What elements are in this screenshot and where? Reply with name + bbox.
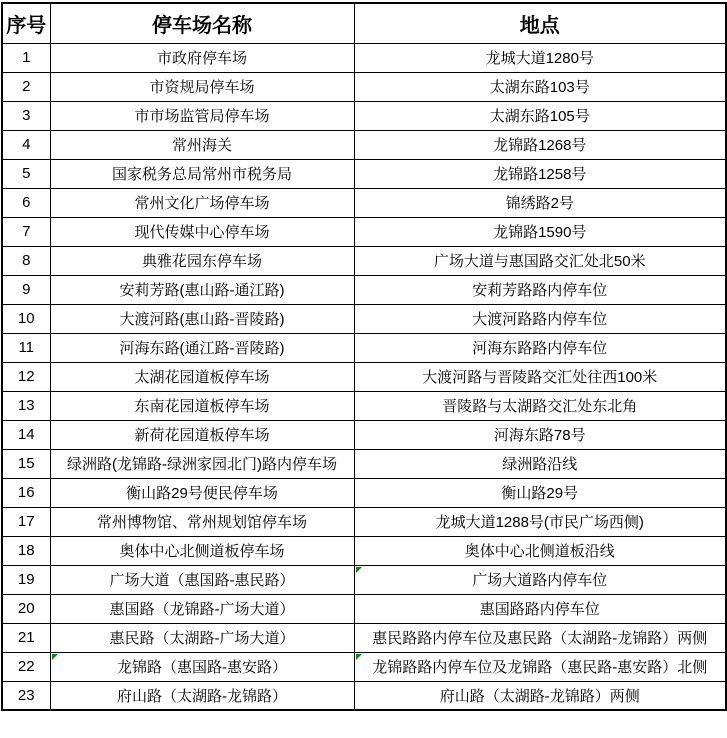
cell-parking-lot-name: 河海东路(通江路-晋陵路) (50, 333, 354, 362)
table-row (2, 681, 726, 710)
cell-corner-marker-icon (52, 654, 58, 660)
table-row (2, 43, 726, 72)
cell-serial-number: 19 (2, 565, 50, 594)
table-row (2, 652, 726, 681)
cell-serial-number: 22 (2, 652, 50, 681)
cell-location: 安莉芳路路内停车位 (354, 275, 726, 304)
cell-serial-number: 23 (2, 681, 50, 710)
table-row (2, 101, 726, 130)
cell-location: 河海东路路内停车位 (354, 333, 726, 362)
cell-corner-marker-icon (356, 654, 362, 660)
cell-location: 大渡河路与晋陵路交汇处往西100米 (354, 362, 726, 391)
cell-serial-number: 14 (2, 420, 50, 449)
cell-serial-number: 12 (2, 362, 50, 391)
cell-location: 广场大道与惠国路交汇处北50米 (354, 246, 726, 275)
table-row (2, 275, 726, 304)
table-row (2, 217, 726, 246)
cell-corner-marker-icon (356, 567, 362, 573)
table-row (2, 420, 726, 449)
cell-parking-lot-name: 大渡河路(惠山路-晋陵路) (50, 304, 354, 333)
cell-serial-number: 1 (2, 43, 50, 72)
cell-serial-number: 7 (2, 217, 50, 246)
cell-serial-number: 5 (2, 159, 50, 188)
table-row (2, 478, 726, 507)
table-row (2, 333, 726, 362)
cell-serial-number: 3 (2, 101, 50, 130)
cell-location: 大渡河路路内停车位 (354, 304, 726, 333)
table-row (2, 362, 726, 391)
cell-parking-lot-name: 太湖花园道板停车场 (50, 362, 354, 391)
table-row (2, 246, 726, 275)
table-body (2, 43, 726, 710)
cell-serial-number: 21 (2, 623, 50, 652)
header-parking-lot-name: 停车场名称 (50, 3, 354, 43)
cell-parking-lot-name: 常州文化广场停车场 (50, 188, 354, 217)
cell-parking-lot-name: 绿洲路(龙锦路-绿洲家园北门)路内停车场 (50, 449, 354, 478)
cell-parking-lot-name: 典雅花园东停车场 (50, 246, 354, 275)
cell-location: 奥体中心北侧道板沿线 (354, 536, 726, 565)
cell-parking-lot-name: 新荷花园道板停车场 (50, 420, 354, 449)
header-row (2, 3, 726, 43)
cell-parking-lot-name: 奥体中心北侧道板停车场 (50, 536, 354, 565)
table-row (2, 130, 726, 159)
cell-parking-lot-name: 东南花园道板停车场 (50, 391, 354, 420)
cell-serial-number: 15 (2, 449, 50, 478)
cell-location: 太湖东路103号 (354, 72, 726, 101)
cell-serial-number: 10 (2, 304, 50, 333)
cell-parking-lot-name: 现代传媒中心停车场 (50, 217, 354, 246)
cell-serial-number: 2 (2, 72, 50, 101)
cell-serial-number: 13 (2, 391, 50, 420)
table-row (2, 72, 726, 101)
cell-location: 龙锦路1590号 (354, 217, 726, 246)
cell-serial-number: 4 (2, 130, 50, 159)
cell-parking-lot-name: 市政府停车场 (50, 43, 354, 72)
cell-serial-number: 17 (2, 507, 50, 536)
table-row (2, 565, 726, 594)
cell-serial-number: 18 (2, 536, 50, 565)
table-row (2, 391, 726, 420)
cell-location: 龙城大道1288号(市民广场西侧) (354, 507, 726, 536)
header-serial-number: 序号 (2, 3, 50, 43)
cell-serial-number: 11 (2, 333, 50, 362)
cell-location: 太湖东路105号 (354, 101, 726, 130)
cell-parking-lot-name: 惠国路（龙锦路-广场大道） (50, 594, 354, 623)
cell-location: 广场大道路内停车位 (354, 565, 726, 594)
cell-location: 惠民路路内停车位及惠民路（太湖路-龙锦路）两侧 (354, 623, 726, 652)
cell-location: 龙锦路路内停车位及龙锦路（惠民路-惠安路）北侧 (354, 652, 726, 681)
cell-location: 锦绣路2号 (354, 188, 726, 217)
table-row (2, 449, 726, 478)
parking-lots-table (1, 2, 727, 711)
cell-parking-lot-name: 惠民路（太湖路-广场大道） (50, 623, 354, 652)
cell-parking-lot-name: 府山路（太湖路-龙锦路） (50, 681, 354, 710)
cell-parking-lot-name: 常州博物馆、常州规划馆停车场 (50, 507, 354, 536)
cell-parking-lot-name: 市市场监管局停车场 (50, 101, 354, 130)
cell-serial-number: 20 (2, 594, 50, 623)
table-row (2, 304, 726, 333)
cell-parking-lot-name: 国家税务总局常州市税务局 (50, 159, 354, 188)
table-row (2, 188, 726, 217)
cell-parking-lot-name: 安莉芳路(惠山路-通江路) (50, 275, 354, 304)
cell-location: 衡山路29号 (354, 478, 726, 507)
header-location: 地点 (354, 3, 726, 43)
cell-serial-number: 6 (2, 188, 50, 217)
cell-location: 龙城大道1280号 (354, 43, 726, 72)
table-row (2, 623, 726, 652)
cell-parking-lot-name: 市资规局停车场 (50, 72, 354, 101)
cell-parking-lot-name: 衡山路29号便民停车场 (50, 478, 354, 507)
cell-parking-lot-name: 龙锦路（惠国路-惠安路） (50, 652, 354, 681)
cell-parking-lot-name: 常州海关 (50, 130, 354, 159)
table-row (2, 594, 726, 623)
cell-location: 龙锦路1258号 (354, 159, 726, 188)
cell-location: 惠国路路内停车位 (354, 594, 726, 623)
cell-serial-number: 16 (2, 478, 50, 507)
cell-location: 河海东路78号 (354, 420, 726, 449)
cell-location: 龙锦路1268号 (354, 130, 726, 159)
table-row (2, 536, 726, 565)
cell-location: 府山路（太湖路-龙锦路）两侧 (354, 681, 726, 710)
cell-parking-lot-name: 广场大道（惠国路-惠民路） (50, 565, 354, 594)
table-row (2, 159, 726, 188)
cell-location: 绿洲路沿线 (354, 449, 726, 478)
cell-location: 晋陵路与太湖路交汇处东北角 (354, 391, 726, 420)
cell-serial-number: 9 (2, 275, 50, 304)
table-row (2, 507, 726, 536)
cell-serial-number: 8 (2, 246, 50, 275)
